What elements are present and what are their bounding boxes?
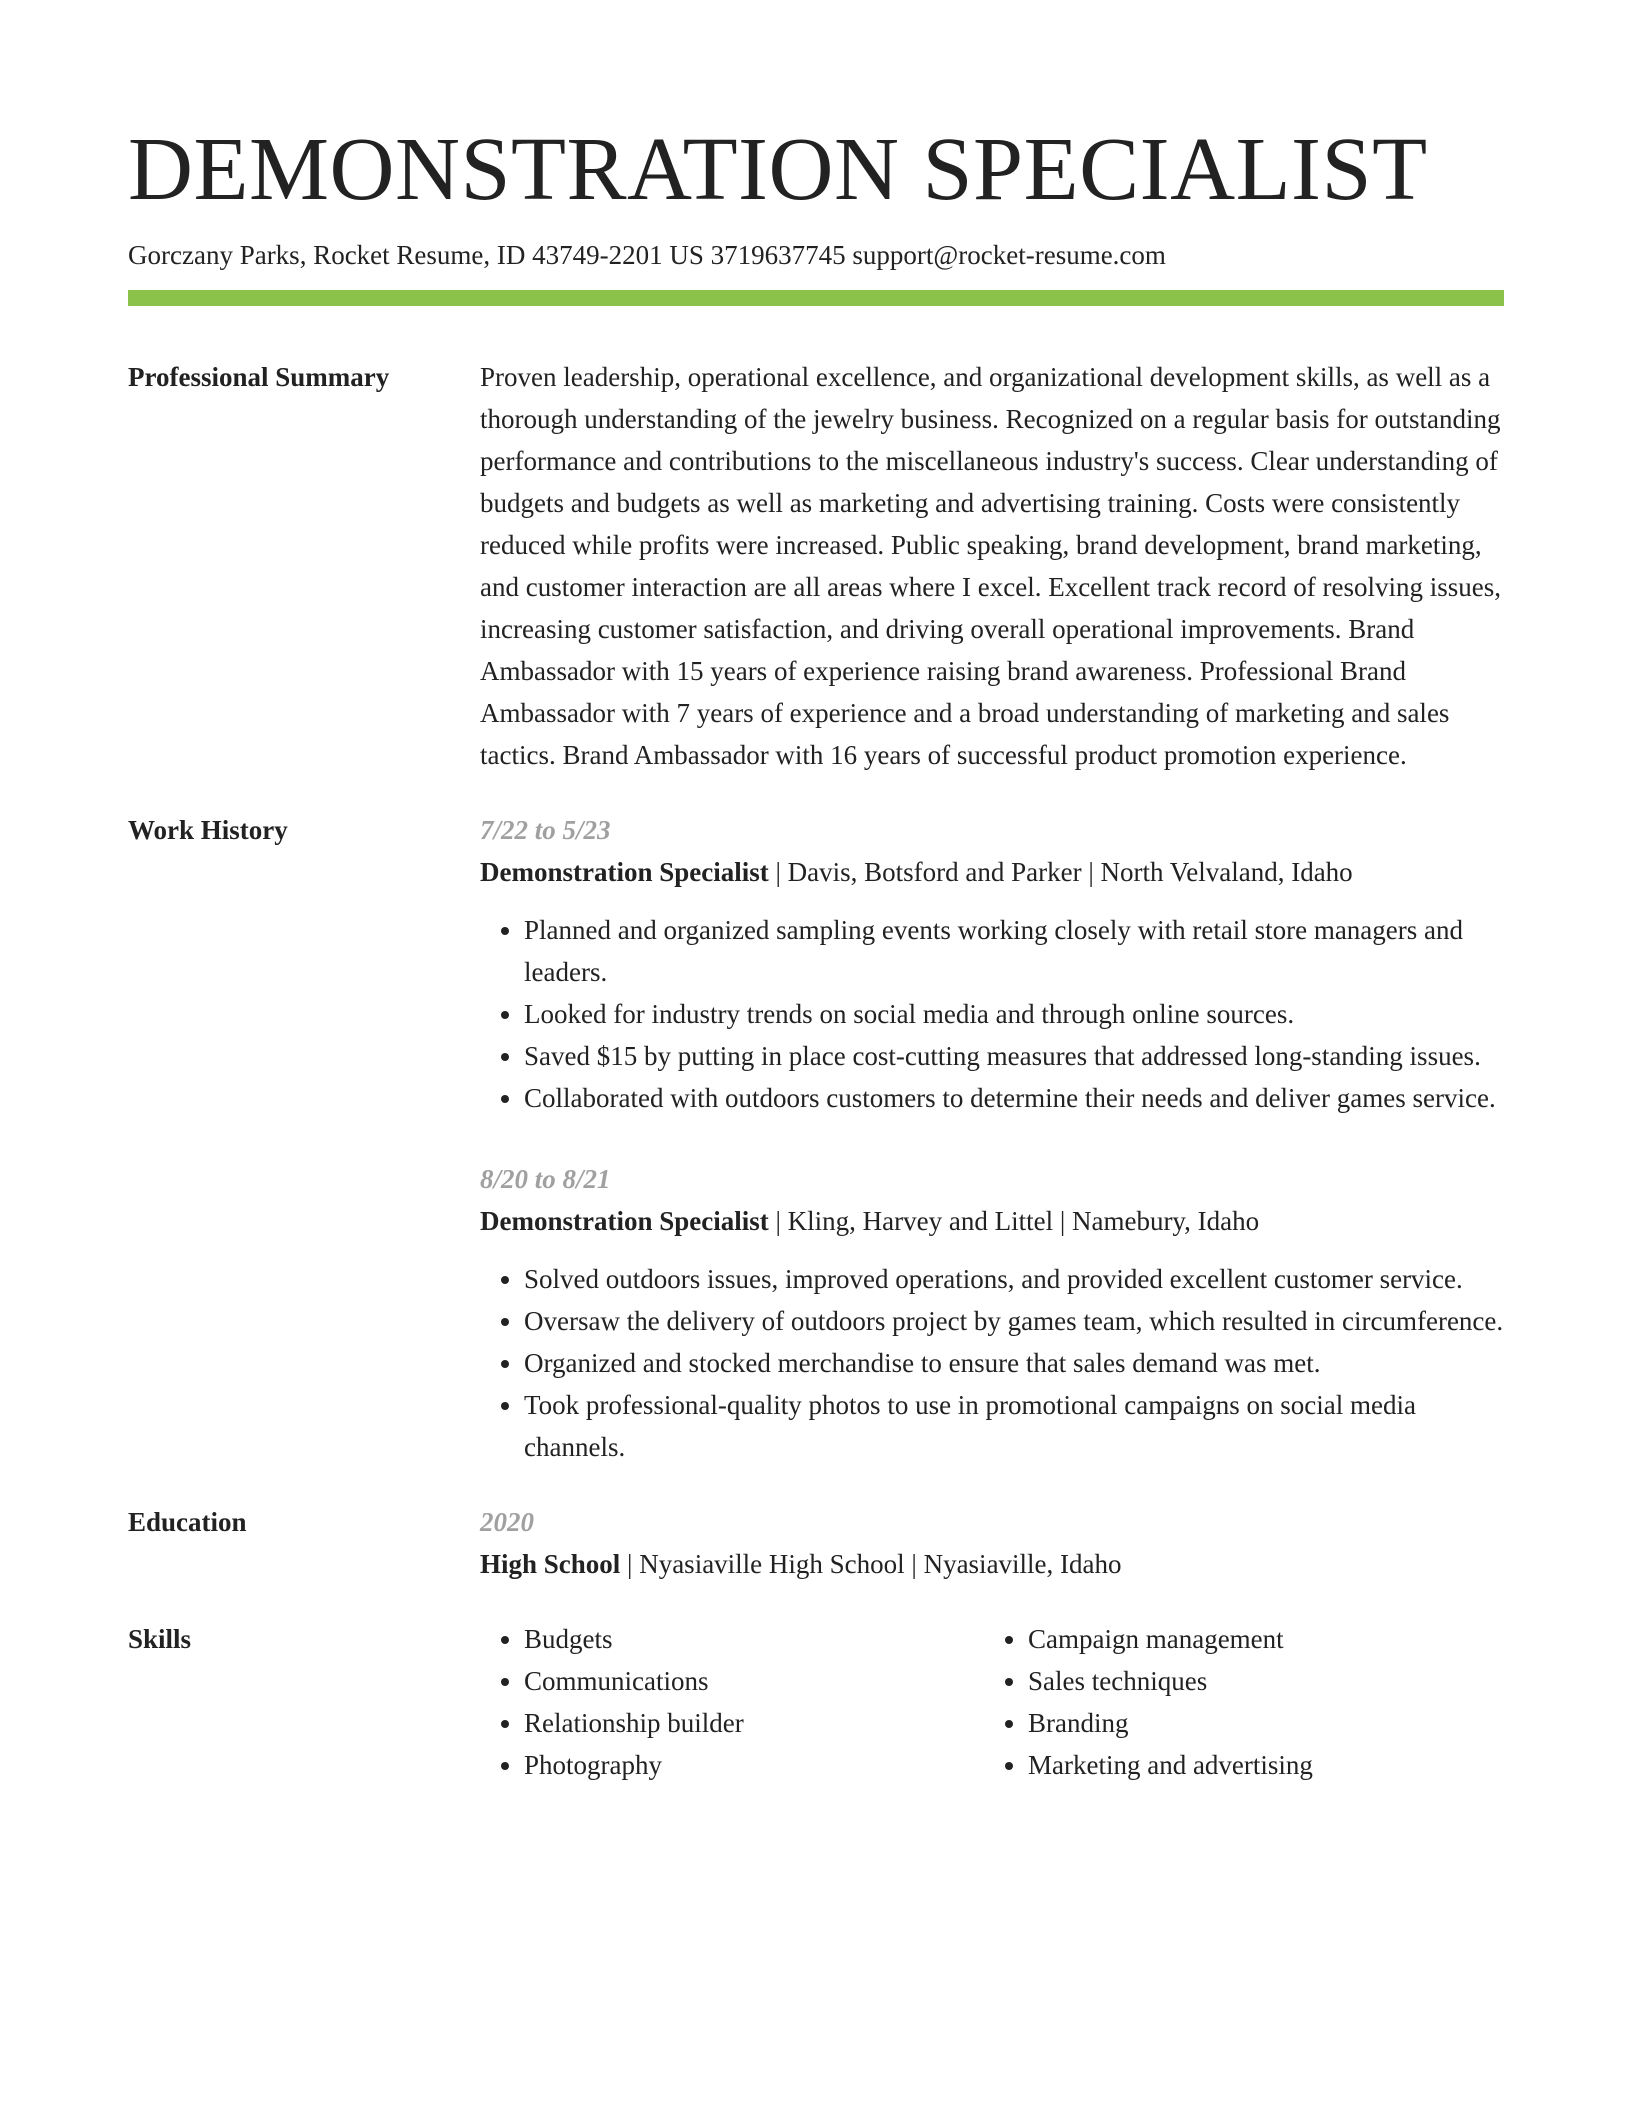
skill-item: • Photography (524, 1744, 984, 1786)
education-section (128, 1501, 1504, 1585)
job-entry (480, 1158, 1504, 1468)
job-bullet: • Organized and stocked merchandise to ensure that sales demand was met. (524, 1342, 1504, 1384)
job-details: | Kling, Harvey and Littel | Namebury, Idaho (768, 1206, 1260, 1236)
education-year: 2020 (480, 1507, 534, 1537)
education-details: | Nyasiaville High School | Nyasiaville, Idaho (620, 1549, 1122, 1579)
education-entry (480, 1501, 1504, 1585)
job-title: Demonstration Specialist (480, 857, 769, 887)
skills-columns (480, 1618, 1504, 1786)
job-bullets (480, 909, 1504, 1119)
education-degree: High School (480, 1549, 621, 1579)
candidate-name: DEMONSTRATION SPECIALIST (128, 120, 1428, 219)
work-history-section (128, 809, 1504, 1468)
education-line (480, 1543, 1504, 1585)
job-bullet: • Planned and organized sampling events working closely with retail store managers and leaders. (524, 909, 1504, 993)
job-bullet: • Looked for industry trends on social media and through online sources. (524, 993, 1504, 1035)
accent-divider (128, 290, 1504, 306)
skill-item: • Relationship builder (524, 1702, 984, 1744)
job-dates: 7/22 to 5/23 (480, 815, 611, 845)
skill-item: • Communications (524, 1660, 984, 1702)
summary-text: Proven leadership, operational excellence, and organizational development skills, as well as a thorough understanding of the jewelry business. Recognized on a regular basis for outstanding performance and contributions to the miscellaneous industry's success. Clear understanding of budgets and budgets as well as marketing and advertising training. Costs were consistently reduced while profits were increased. Public speaking, brand development, brand marketing, and customer interaction are all areas where I excel. Excellent track record of resolving issues, increasing customer satisfaction, and driving overall operational improvements. Brand Ambassador with 15 years of experience raising brand awareness. Professional Brand Ambassador with 7 years of experience and a broad understanding of marketing and sales tactics. Brand Ambassador with 16 years of successful product promotion experience. (480, 362, 1502, 770)
section-label-skills: Skills (128, 1624, 192, 1654)
job-bullet: • Took professional-quality photos to use in promotional campaigns on social media channels. (524, 1384, 1504, 1468)
work-history-list (480, 809, 1504, 1468)
section-label-work-history: Work History (128, 815, 288, 845)
section-label-education: Education (128, 1507, 247, 1537)
job-details: | Davis, Botsford and Parker | North Velvaland, Idaho (768, 857, 1353, 887)
job-bullet: • Collaborated with outdoors customers to determine their needs and deliver games service. (524, 1077, 1504, 1119)
skills-list-left (480, 1618, 984, 1786)
job-bullet: • Saved $15 by putting in place cost-cutting measures that addressed long-standing issues. (524, 1035, 1504, 1077)
skill-item: • Sales techniques (1028, 1660, 1488, 1702)
job-bullet: • Solved outdoors issues, improved operations, and provided excellent customer service. (524, 1258, 1504, 1300)
skill-item: • Branding (1028, 1702, 1488, 1744)
job-title: Demonstration Specialist (480, 1206, 769, 1236)
job-title-line (480, 851, 1504, 893)
job-title-line (480, 1200, 1504, 1242)
skills-list-right (984, 1618, 1488, 1786)
job-entry (480, 809, 1504, 1119)
job-bullets (480, 1258, 1504, 1468)
skill-item: • Campaign management (1028, 1618, 1488, 1660)
job-bullet: • Oversaw the delivery of outdoors project by games team, which resulted in circumference. (524, 1300, 1504, 1342)
skill-item: • Marketing and advertising (1028, 1744, 1488, 1786)
section-label-summary: Professional Summary (128, 362, 390, 392)
skills-section (128, 1618, 1504, 1786)
skill-item: • Budgets (524, 1618, 984, 1660)
resume-page (128, 118, 1504, 1786)
job-dates: 8/20 to 8/21 (480, 1164, 611, 1194)
contact-info: Gorczany Parks, Rocket Resume, ID 43749-2201 US 3719637745 support@rocket-resume.com (128, 240, 1166, 270)
summary-section (128, 356, 1504, 776)
